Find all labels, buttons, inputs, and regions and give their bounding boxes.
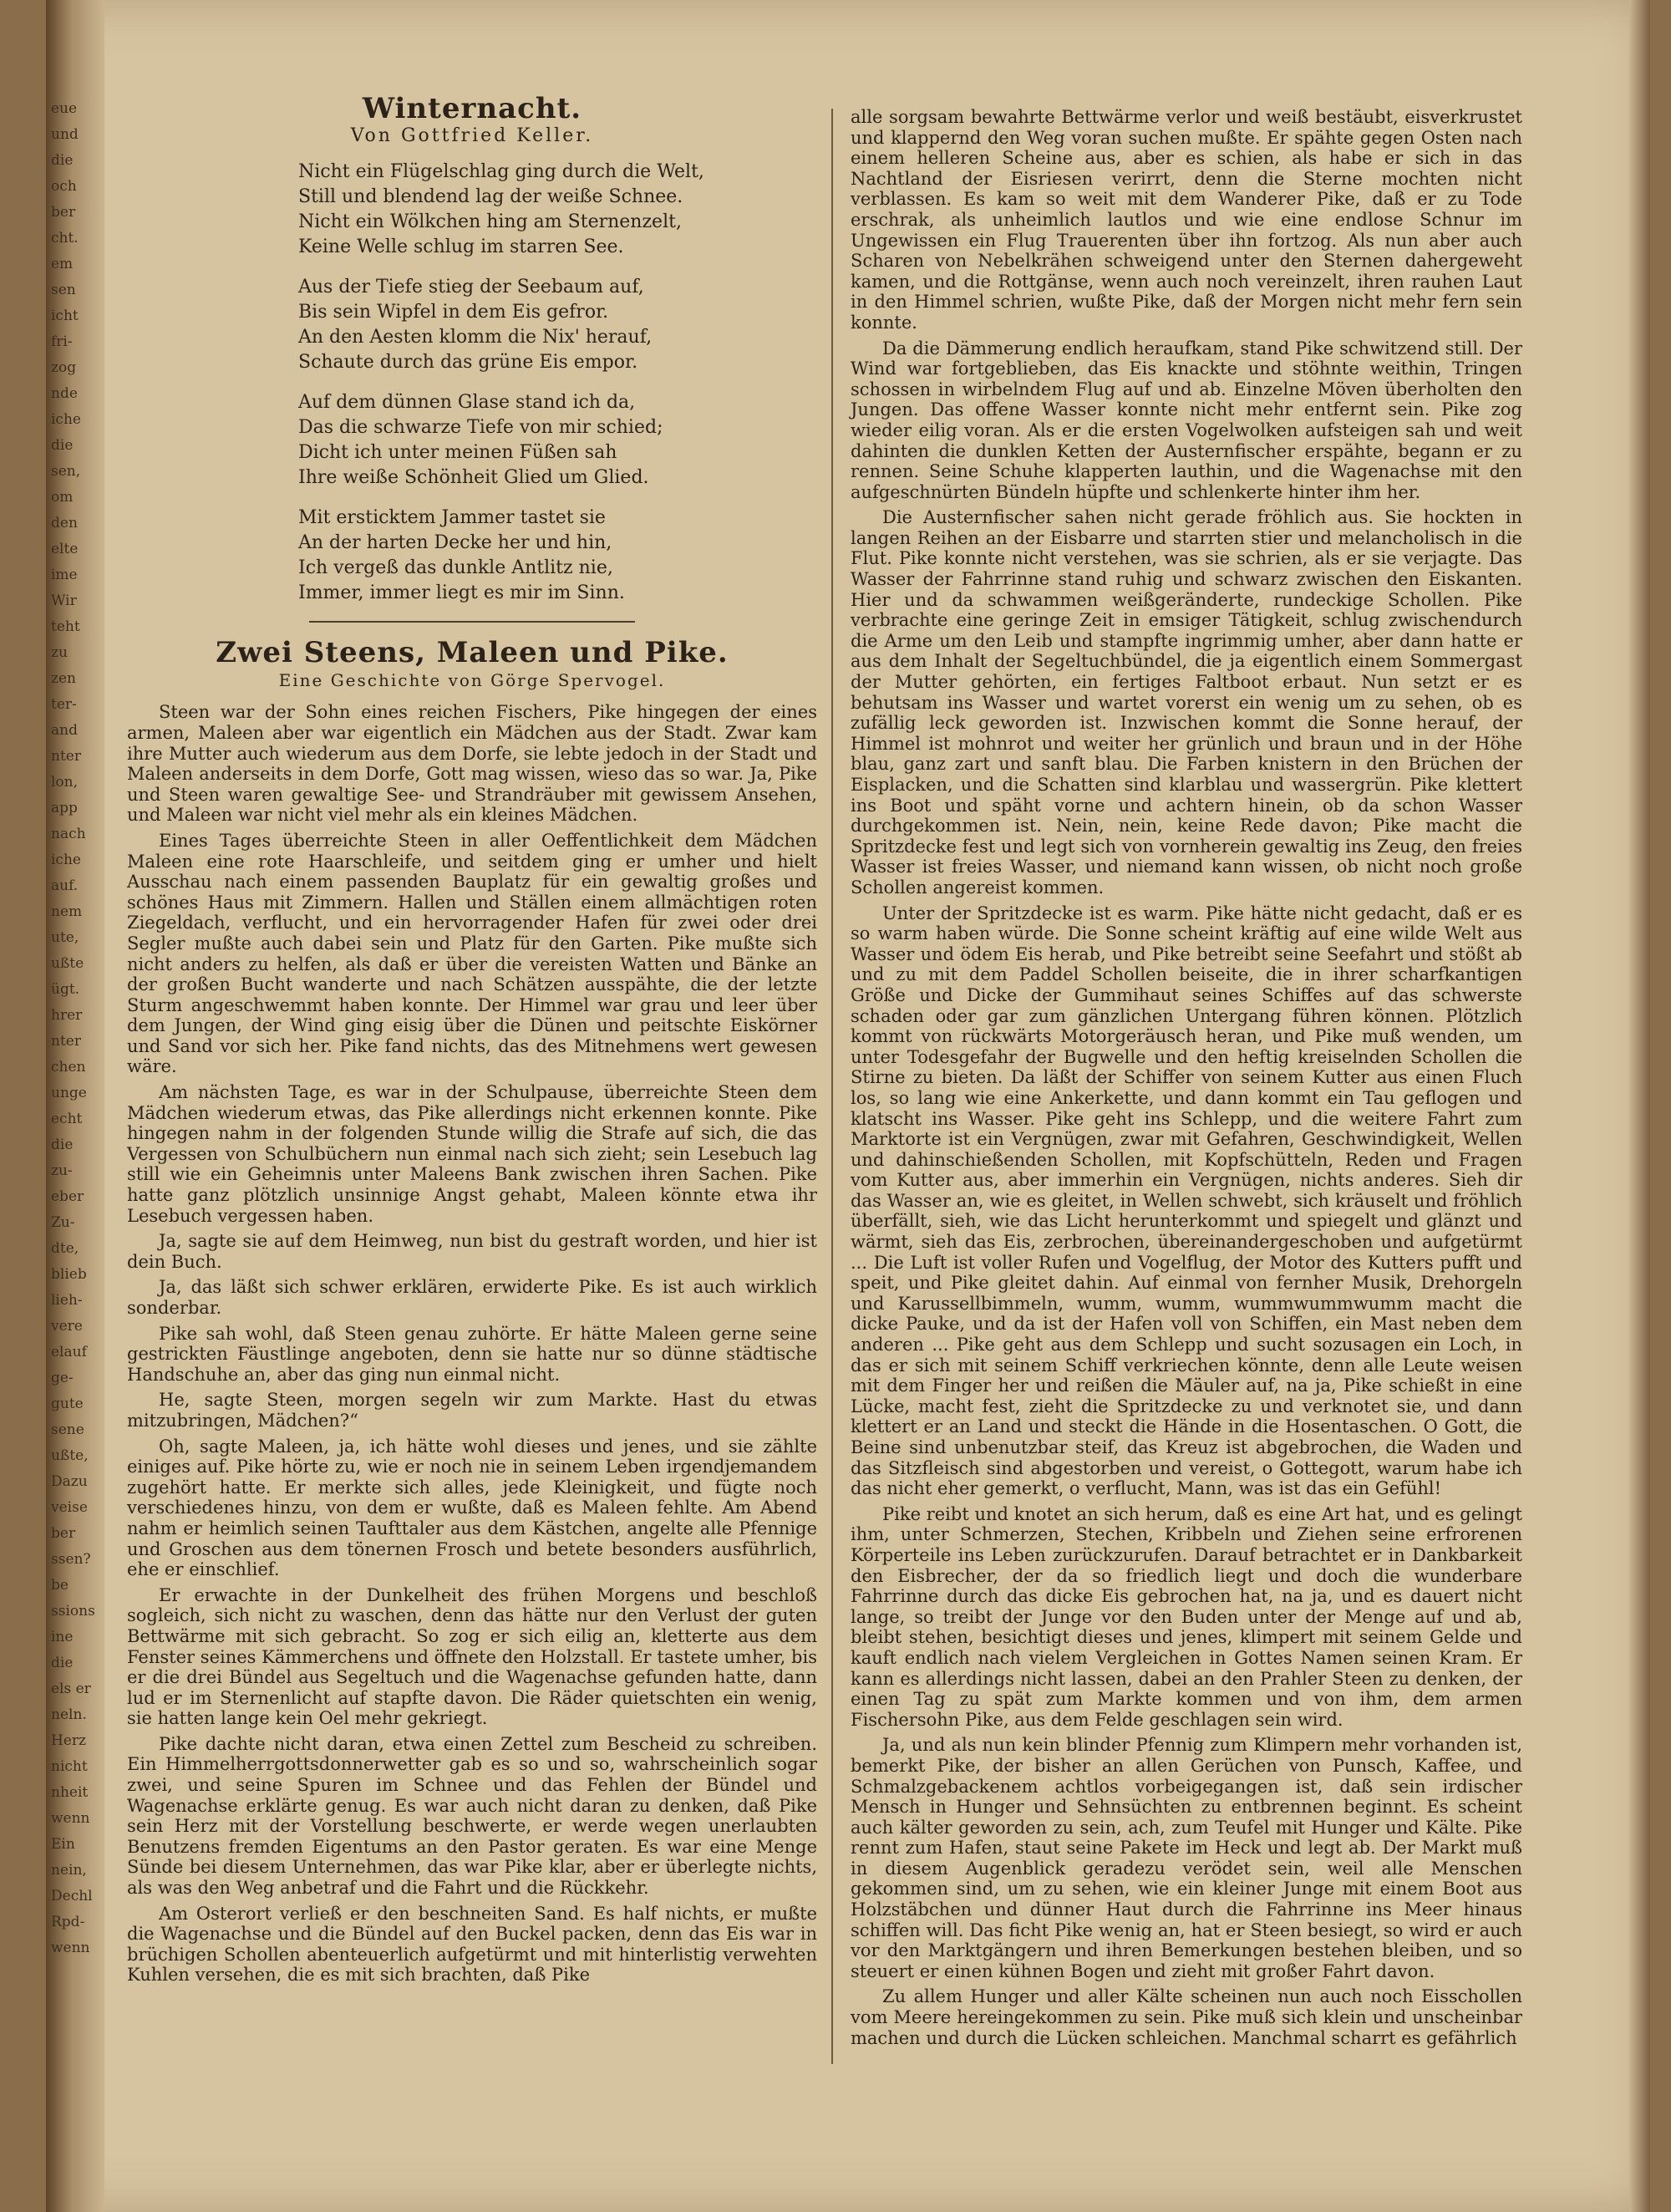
poem-line: Nicht ein Wölkchen hing am Sternenzelt, [298,211,682,233]
story-paragraph: Ja, sagte sie auf dem Heimweg, nun bist du gestraft worden, und hier ist dein Buch. [127,1231,817,1272]
column-rule [831,109,833,2064]
margin-fragment: ssen? [51,1551,91,1568]
margin-fragment: elte [51,541,79,557]
poem-line: Mit ersticktem Jammer tastet sie [298,507,606,529]
margin-fragment: ter- [51,696,77,713]
margin-fragment: em [51,256,74,272]
margin-fragment: zu- [51,1162,73,1179]
margin-fragment: ußte, [51,1447,89,1464]
story-paragraph: Pike sah wohl, daß Steen genau zuhörte. Er hätte Maleen gerne seine gestrickten Fäustlinge angeboten, denn sie hatte nur so dünne städtische Handschuhe an, aber das ging nun einmal nicht. [127,1323,817,1385]
margin-fragment: sen [51,282,76,298]
margin-fragment: blieb [51,1266,87,1283]
margin-fragment: icht [51,308,79,324]
story-paragraph: Ja, das läßt sich schwer erklären, erwiderte Pike. Es ist auch wirklich sonderbar. [127,1277,817,1318]
margin-fragment: ügt. [51,981,80,998]
margin-fragment: Wir [51,592,77,609]
margin-fragment: zu [51,644,68,661]
margin-fragment: ssions [51,1603,95,1620]
margin-fragment: cht. [51,230,79,247]
margin-fragment: lieh- [51,1292,83,1309]
margin-fragment: ußte [51,955,84,972]
story-paragraph: Zu allem Hunger und aller Kälte scheinen nun auch noch Eisschollen vom Meere hereingekommen zu sein. Pike muß sich klein und unscheinbar machen und durch die Lücken schleichen. Manchmal scharrt es gefährlich [851,1986,1522,2048]
poem-line: Ich vergeß das dunkle Antlitz nie, [298,557,613,579]
margin-fragment: lon, [51,774,79,791]
left-column [127,92,817,1991]
poem-line: Das die schwarze Tiefe von mir schied; [298,417,663,439]
margin-fragment: teht [51,618,80,635]
margin-fragment: die [51,1655,74,1671]
poem-stanza [298,275,817,375]
margin-fragment: ute, [51,929,79,946]
story-paragraph: Am nächsten Tage, es war in der Schulpause, überreichte Steen dem Mädchen wiederum etwas, das Pike allerdings nicht erkennen konnte. Pike hingegen nahm in der folgenden Stunde willig die Strafe auf sich, die das Vergessen von Schulbüchern nun einmal nach sich zieht; sein Lesebuch lag still wie ein Geheimnis unter Maleens Bank zwischen ihren Sachen. Pike hatte ganz plötzlich unsinnige Angst gehabt, Maleen könnte etwa ihr Lesebuch vergessen haben. [127,1082,817,1226]
margin-fragment: om [51,489,74,506]
story-paragraph: Ja, und als nun kein blinder Pfennig zum Klimpern mehr vorhanden ist, bemerkt Pike, der bisher an allen Gerüchen von Punsch, Kaffee, und Schmalzgebackenem achtlos vorbeigegangen ist, daß sein irdischer Mensch in Hunger und Sehnsüchten zu entbrennen beginnt. Es scheint auch kälter geworden zu sein, ach, zum Teufel mit Hunger und Kälte. Pike rennt zum Hafen, staut seine Pakete im Heck und legt ab. Der Markt muß in diesem Augenblick geradezu verödet sein, weil alle Menschen gekommen sind, um zu sehen, wie ein kleiner Junge mit einem Boot aus Holzstäbchen und dünner Haut durch die Fahrrinne ins Meer hinaus schiffen will. Das ficht Pike wenig an, hat er Steen besiegt, so wird er auch vor den Marktgängern und ihren Bemerkungen bestehen bleiben, und so steuert er einen kühnen Bogen und zieht mit großer Fahrt davon. [851,1735,1522,1981]
poem-line: Aus der Tiefe stieg der Seebaum auf, [298,277,644,298]
margin-fragment: Zu- [51,1214,75,1231]
poem-line: Still und blendend lag der weiße Schnee. [298,186,683,208]
poem-stanza [298,390,817,491]
margin-fragment: be [51,1577,69,1594]
margin-fragment: und [51,126,79,143]
margin-fragment: vere [51,1318,83,1335]
margin-fragment: fri- [51,333,73,350]
poem-line: Nicht ein Flügelschlag ging durch die Welt, [298,161,704,183]
margin-fragment: nter [51,1033,81,1050]
poem-line: Schaute durch das grüne Eis empor. [298,352,638,374]
story-right-text [851,107,1522,2048]
margin-fragment: wenn [51,1940,90,1956]
margin-fragment: ber [51,204,76,221]
margin-fragment: eue [51,100,78,117]
margin-fragment: sen, [51,463,81,480]
margin-fragment: Herz [51,1732,86,1749]
margin-fragment: den [51,515,78,531]
poem-author: Von Gottfried Keller. [350,125,594,146]
margin-fragment: hrer [51,1007,83,1024]
margin-fragment: wenn [51,1810,90,1827]
margin-fragment: zen [51,670,76,687]
margin-fragment: unge [51,1085,87,1101]
poem-line: Auf dem dünnen Glase stand ich da, [298,392,636,414]
poem-line: Immer, immer liegt es mir im Sinn. [298,582,625,604]
margin-fragment: Dazu [51,1473,88,1490]
margin-fragment: iche [51,411,81,428]
margin-fragment: veise [51,1499,88,1516]
margin-fragment: iche [51,852,81,868]
margin-fragment: Dechl [51,1888,93,1904]
margin-fragment: Rpd- [51,1914,85,1930]
margin-fragment: och [51,178,77,195]
poem-stanza [298,506,817,606]
margin-fragment: ge- [51,1370,74,1386]
poem-line: An der harten Decke her und hin, [298,532,612,554]
story-paragraph: Oh, sagte Maleen, ja, ich hätte wohl dieses und jenes, und sie zählte einiges auf. Pike hörte zu, wie er noch nie in seinem Leben irgendjemandem zugehört hatte. Er merkte sich alles, jede Kleinigkeit, und fügte noch verschiedenes hinzu, von dem er wußte, daß es Maleen fehlte. Am Abend nahm er heimlich seinen Taufttaler aus dem Kästchen, angelte alle Pfennige und Groschen aus dem tönernen Frosch und betete besonders ausführlich, ehe er einschlief. [127,1436,817,1580]
margin-fragment: echt [51,1111,83,1127]
story-paragraph: Eines Tages überreichte Steen in aller Oeffentlichkeit dem Mädchen Maleen eine rote Haarschleife, und seitdem ging er umher und hielt Ausschau nach einem passenden Bauplatz für ein gewaltig großes und schönes Haus mit Zimmern. Hallen und Ställen einem allmächtigen roten Ziegeldach, verflucht, und ein hervorragender Hafen für zwei oder drei Segler mußte auch dabei sein und Platz für den Garten. Pike mußte sich nicht anders zu helfen, als daß er über die vereisten Watten und Bänke an der großen Bucht wanderte und nach Schätzen ausspähte, die der letzte Sturm angeschwemmt haben konnte. Der Himmel war grau und leer über dem Jungen, der Wind ging eisig über die Dünen und peitschte Eiskörner und Sand vor sich her. Pike fand nichts, das des Mitnehmens wert gewesen wäre. [127,830,817,1077]
section-divider [309,621,635,623]
margin-fragment: zog [51,359,77,376]
margin-fragment: chen [51,1059,86,1075]
margin-fragment: die [51,437,74,454]
margin-fragment: nter [51,748,81,765]
poem-line: Keine Welle schlug im starren See. [298,236,624,258]
margin-fragment: els er [51,1681,91,1697]
margin-fragment: neln. [51,1706,87,1723]
margin-fragment: ber [51,1525,76,1542]
margin-fragment: ime [51,567,78,583]
story-paragraph: Da die Dämmerung endlich heraufkam, stand Pike schwitzend still. Der Wind war fortgeblieben, das Eis knackte und stöhnte weithin, Tringen schossen in wirbelndem Flug auf und ab. Einzelne Möven überholten den Jungen. Das offene Wasser konnte nicht mehr entfernt sein. Pike zog wieder eilig voran. Als er die ersten Vogelwolken aufsteigen sah und weit dahinten die dunklen Ketten der Austernfischer erspähte, begann er zu rennen. Seine Schuhe klapperten lauthin, und die Wagenachse mit den aufgeschnürten Bündeln hüpfte und schlenkerte hinter ihm her. [851,338,1522,502]
poem-line: Ihre weiße Schönheit Glied um Glied. [298,467,649,489]
poem-stanza [298,160,817,260]
margin-fragment: Ein [51,1836,75,1853]
story-paragraph: Er erwachte in der Dunkelheit des frühen Morgens und beschloß sogleich, sich nicht zu waschen, denn das hätte nur den Verlust der guten Bettwärme mit sich gebracht. So zog er sich eilig an, kletterte aus dem Fenster seines Kämmerchens und öffnete den Holzstall. Er tastete umher, bis er die drei Bündel aus Segeltuch und die Wagenachse gefunden hatte, dann lud er im Sternenlicht auf stapfte davon. Die Räder quietschten ein wenig, sie hatten lange kein Oel mehr gekriegt. [127,1584,817,1729]
margin-fragment: nheit [51,1784,89,1801]
margin-fragment: dte, [51,1240,79,1257]
margin-fragment: elauf [51,1344,87,1360]
margin-fragment: app [51,800,78,816]
margin-fragment: gute [51,1396,84,1412]
newspaper-page [46,0,1650,2212]
poem-line: Bis sein Wipfel in dem Eis gefror. [298,302,609,323]
story-paragraph: Pike dachte nicht daran, etwa einen Zettel zum Bescheid zu schreiben. Ein Himmelherrgottsdonnerwetter gab es so und so, wahrscheinlich sogar zwei, und seine Spuren im Schnee und das Fehlen der Bündel und Wagenachse erklärte genug. Es war auch nicht daran zu denken, daß Pike sein Herz mit der Vorstellung beschwerte, er werde wegen unerlaubten Benutzens fremden Eigentums an den Pastor geraten. Es war eine Menge Sünde bei diesem Unternehmen, das war Pike klar, aber er überlegte nichts, als was den Weg anbetraf und die Fahrt und die Rückkehr. [127,1733,817,1899]
margin-fragment: nicht [51,1758,88,1775]
poem-title: Winternacht. [362,92,582,125]
margin-fragment: die [51,152,74,169]
story-byline: Eine Geschichte von Görge Spervogel. [278,669,666,690]
margin-fragment: and [51,722,78,739]
poem-line: Dicht ich unter meinen Füßen sah [298,442,617,464]
story-paragraph: Unter der Spritzdecke ist es warm. Pike hätte nicht gedacht, daß er es so warm haben würde. Die Sonne scheint kräftig auf eine wilde Welt aus Wasser und ödem Eis herab, und Pike betreibt seine Seefahrt und stößt ab und zu mit dem Paddel Schollen beiseite, die in ihrer scharfkantigen Größe und Dicke der Gummihaut seines Schiffes auf das schwerste schaden oder gar zum gänzlichen Untergang führen können. Plötzlich kommt von rückwärts Motorgeräusch heran, und Pike muß wenden, um unter Todesgefahr der Bugwelle und den heftig kreiselnden Schollen die Stirne zu bieten. Da läßt der Schiffer von seinem Kutter aus einen Fluch los, so lang wie eine Ankerkette, und dann kommt ein Tau geflogen und klatscht ins Wasser. Pike geht ins Schlepp, und die weitere Fahrt zum Marktorte ist ein Vergnügen, zwar mit Gefahren, Geschwindigkeit, Wellen und dahinschießenden Schollen, mit Kopfschütteln, Reden und Fragen vom Kutter aus, aber immerhin ein Vergnügen, nichts anderes. Sieh dir das Wasser an, wie es gleitet, in Wellen schwebt, sich kräuselt und fröhlich überfällt, sieh, wie das Licht herunterkommt und spiegelt und glänzt und wärmt, sieh das Eis, zerbrochen, übereinandergeschoben und aufgetürmt ... Die Luft ist voller Rufen und Vogelflug, der Motor des Kutters pufft und speit, und Pike gleitet dahin. Auf einmal von fernher Musik, Drehorgeln und Karussellbimmeln, wumm, wumm, wummwummwumm macht die dicke Pauke, und da ist der Hafen voll von Schiffen, ein Mast neben dem anderen ... Pike geht aus dem Schlepp und sucht sozusagen ein Loch, in das er sich mit seinem Schiff verkriechen könnte, denn alle Leute weisen mit dem Finger her und reißen die Mäuler auf, na ja, Pike schießt in eine Lücke, macht fest, zieht die Spritzdecke zu und verknotet sie, und dann klettert er an Land und steckt die Hände in die Hosentaschen. O Gott, die Beine sind unbenutzbar steif, das Kreuz ist abgebrochen, die Waden und das Sitzfleisch sind abgestorben und vereist, o Gottegott, warum habe ich das nicht eher gemerkt, o verflucht, Mann, was ist das ein Gefühl! [851,903,1522,1499]
story-paragraph: Steen war der Sohn eines reichen Fischers, Pike hingegen der eines armen, Maleen aber war eigentlich ein Mädchen aus der Stadt. Zwar kam ihre Mutter auch wiederum aus dem Dorfe, sie lebte jedoch in der Stadt und Maleen anderseits in dem Dorfe, Gott mag wissen, wieso das so war. Ja, Pike und Steen waren gewaltige See- und Strandräuber mit gewissem Ansehen, und Maleen war nicht viel mehr als ein kleines Mädchen. [127,702,817,826]
margin-fragment: nem [51,903,83,920]
story-paragraph: Die Austernfischer sahen nicht gerade fröhlich aus. Sie hockten in langen Reihen an der Eisbarre und starrten stier und melancholisch in die Flut. Pike konnte nicht verstehen, was sie schrien, als er sie verjagte. Das Wasser der Fahrrinne stand ruhig und schwarz zwischen den Eiskanten. Hier und da schwammen weißgeränderte, rundeckige Schollen. Pike verbrachte eine geringe Zeit in emsiger Tätigkeit, schlug zwischendurch die Arme um den Leib und stampfte ingrimmig umher, aber dann hatte er aus dem Inhalt der Segeltuchbündel, die ja eigentlich einem Sommergast der Mutter gehörten, ein fertiges Faltboot erbaut. Nun setzt er es behutsam ins Wasser und wartet vorerst ein wenig um zu sehen, ob es zufällig leck geworden ist. Inzwischen kommt die Sonne herauf, der Himmel ist mohnrot und weiter her grünlich und braun und in der Höhe blau, ganz zart und sanft blau. Die Farben knistern in den Brüchen der Eisplacken, und die Schatten sind klarblau und wassergrün. Pike klettert ins Boot und späht vorne und achtern hinein, ob da schon Wasser durchgekommen ist. Nein, nein, keine Rede davon; Pike macht die Spritzdecke fest und legt sich von vornherein gewaltig ins Zeug, den freies Wasser ist freies Wasser, und niemand kann wissen, ob nicht noch große Schollen angereist kommen. [851,507,1522,898]
page-edge [1629,0,1650,2212]
margin-fragment: die [51,1137,74,1153]
right-column [851,107,1522,2053]
story-paragraph: Am Osterort verließ er den beschneiten Sand. Es half nichts, er mußte die Wagenachse und die Bündel auf den Buckel packen, denn das Eis war in brüchigen Schollen abenteuerlich aufgetürmt und mit hinterlistig verwehten Kuhlen versehen, die es mit sich brachten, daß Pike [127,1903,817,1986]
margin-fragment: auf. [51,877,79,894]
poem-line: An den Aesten klomm die Nix' herauf, [298,327,653,348]
margin-fragment: nein, [51,1862,87,1879]
margin-fragment: eber [51,1188,84,1205]
margin-fragment: nde [51,385,78,402]
story-title: Zwei Steens, Maleen und Pike. [216,636,729,670]
story-paragraph: Pike reibt und knotet an sich herum, daß es eine Art hat, und es gelingt ihm, unter Schmerzen, Stechen, Kribbeln und Ziehen seine erfrorenen Körperteile ins Leben zurückzurufen. Darauf betrachtet er in Dankbarkeit den Eisbrecher, der da so friedlich liegt und doch die wunderbare Fahrrinne durch das dicke Eis gebrochen hat, na ja, und es dauert nicht lange, so treibt der Junge vor den Buden unter der Menge auf und ab, bleibt stehen, besichtigt dieses und jenes, klimpert mit seinem Gelde und kauft endlich nach vielem Vergleichen in Gottes Namen seinen Kram. Er kann es allerdings nicht lassen, dabei an den Prahler Steen zu denken, der einen Tag zu spät zum Markte kommen und von ihm, dem armen Fischersohn Pike, aus dem Felde geschlagen sein wird. [851,1503,1522,1730]
story-paragraph: He, sagte Steen, morgen segeln wir zum Markte. Hast du etwas mitzubringen, Mädchen?“ [127,1390,817,1431]
adjacent-page-margin [46,0,104,2212]
margin-fragment: nach [51,826,86,842]
margin-fragment: sene [51,1421,84,1438]
story-left-text [127,702,817,1986]
margin-fragment: ine [51,1629,74,1645]
story-paragraph: alle sorgsam bewahrte Bettwärme verlor und weiß bestäubt, eisverkrustet und klappernd den Weg voran suchen mußte. Er spähte gegen Osten nach einem helleren Scheine aus, aber es schien, als habe er sich in das Nachtland der Eisriesen verirrt, denn die Sterne mochten nicht verblassen. Es kam so weit mit dem Wanderer Pike, daß er zu Tode erschrak, als unheimlich lautlos und wie eine endlose Schnur im Ungewissen ein Flug Trauerenten über ihn fortzog. Als nun aber auch Scharen von Nebelkrähen schweigend unter den Sternen dahergeweht kamen, und die Rottgänse, wenn auch noch vereinzelt, ihren rauhen Laut in den Himmel schrien, wußte Pike, daß der Morgen nicht mehr fern sein konnte. [851,107,1522,333]
